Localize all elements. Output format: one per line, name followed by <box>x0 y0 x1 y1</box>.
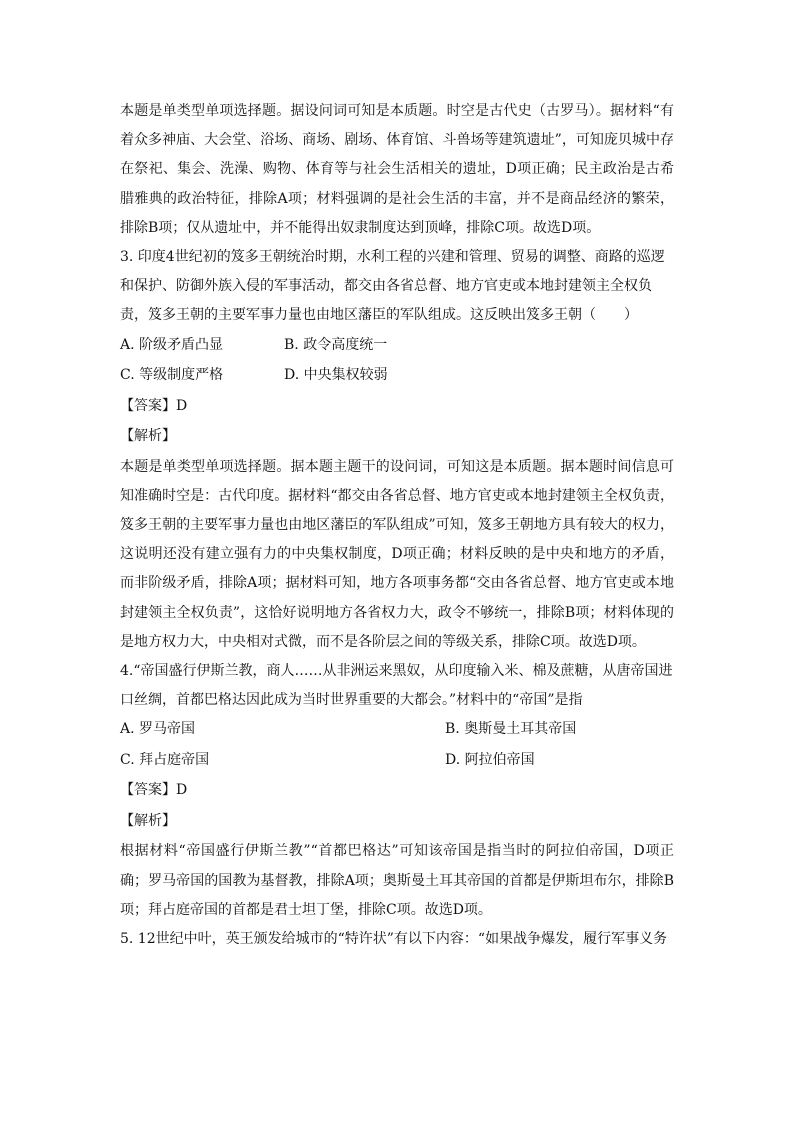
question-3 <box>120 243 674 657</box>
question-4 <box>120 657 674 925</box>
q3-options-row-2 <box>120 361 674 392</box>
q3-option-c: C. 等级制度严格 <box>120 367 224 384</box>
q4-analysis-text: 根据材料“帝国盛行伊斯兰教”“首都巴格达”可知该帝国是指当时的阿拉伯帝国，D项正确；罗马帝国的国教为基督教，排除A项；奥斯曼土耳其帝国的首都是伊斯坦布尔，排除B项；拜占庭帝国的首都是君士坦丁堡，排除C项。故选D项。 <box>120 843 674 918</box>
q4-answer: 【答案】D <box>120 782 188 799</box>
question-5 <box>120 925 674 954</box>
q5-stem: 5. 12世纪中叶，英王颁发给城市的“特许状”有以下内容：“如果战争爆发，履行军事义务 <box>120 931 668 948</box>
q4-options-row-1 <box>120 715 674 746</box>
q3-option-a: A. 阶级矛盾凸显 <box>120 336 224 353</box>
q3-option-b: B. 政令高度统一 <box>284 336 388 353</box>
q3-analysis-text: 本题是单类型单项选择题。据本题主题干的设问词，可知这是本质题。据本题时间信息可知准确时空是：古代印度。据材料“都交由各省总督、地方官吏或本地封建领主全权负责，笈多王朝的主要军事力量也由地区藩臣的军队组成”可知，笈多王朝地方具有较大的权力，这说明还没有建立强有力的中央集权制度，D项正确；材料反映的是中央和地方的矛盾，而非阶级矛盾，排除A项；据材料可知，地方各项事务都“交由各省总督、地方官吏或本地封建领主全权负责”，这恰好说明地方各省权力大，政令不够统一，排除B项；材料体现的是地方权力大，中央相对式微，而不是各阶层之间的等级关系，排除C项。故选D项。 <box>120 458 674 650</box>
q4-option-c: C. 拜占庭帝国 <box>120 751 210 768</box>
q4-stem: 4.“帝国盛行伊斯兰教，商人……从非洲运来黑奴，从印度输入米、棉及蔗糖，从唐帝国进口丝绸，首都巴格达因此成为当时世界重要的大都会。”材料中的“帝国”是指 <box>120 663 673 709</box>
q4-analysis-label: 【解析】 <box>120 812 176 829</box>
q4-options-row-2 <box>120 746 674 777</box>
q4-option-d: D. 阿拉伯帝国 <box>445 751 535 768</box>
q4-option-b: B. 奥斯曼土耳其帝国 <box>445 721 577 738</box>
q3-analysis-label: 【解析】 <box>120 428 176 445</box>
q2-analysis-text: 本题是单类型单项选择题。据设问词可知是本质题。时空是古代史（古罗马）。据材料“有着众多神庙、大会堂、浴场、商场、剧场、体育馆、斗兽场等建筑遗址”，可知庞贝城中存在祭祀、集会、洗澡、购物、体育等与社会生活相关的遗址，D项正确；民主政治是古希腊雅典的政治特征，排除A项；材料强调的是社会生活的丰富，并不是商品经济的繁荣，排除B项；仅从遗址中，并不能得出奴隶制度达到顶峰，排除C项。故选D项。 <box>120 103 674 236</box>
q3-options-row-1 <box>120 331 674 362</box>
q3-stem: 3. 印度4世纪初的笈多王朝统治时期，水利工程的兴建和管理、贸易的调整、商路的巡逻和保护、防御外族入侵的军事活动，都交由各省总督、地方官吏或本地封建领主全权负责，笈多王朝的主要军事力量也由地区藩臣的军队组成。这反映出笈多王朝（ ） <box>120 249 665 324</box>
q3-option-d: D. 中央集权较弱 <box>284 367 388 384</box>
q3-answer: 【答案】D <box>120 397 188 414</box>
page-content <box>120 97 674 954</box>
q4-option-a: A. 罗马帝国 <box>120 721 196 738</box>
